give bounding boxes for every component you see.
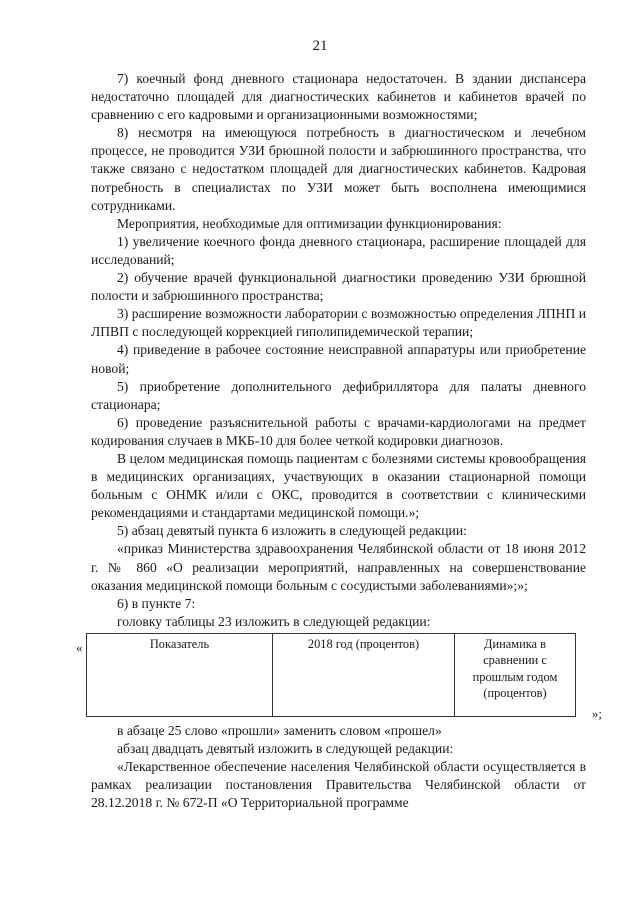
measure-item-1: 1) увеличение коечного фонда дневного стационара, расширение площадей для исследований;	[91, 233, 586, 267]
table-23-header	[86, 633, 576, 717]
table-header-row	[87, 633, 576, 716]
paragraph-word-replace: в абзаце 25 слово «прошли» заменить словом «прошел»	[117, 722, 442, 738]
paragraph-measures-heading: Мероприятия, необходимые для оптимизации функционирования:	[117, 215, 502, 231]
measure-item-3: 3) расширение возможности лаборатории с возможностью определения ЛПНП и ЛПВП с последующей коррекцией гиполипидемической терапии;	[91, 306, 586, 340]
table-header-indicator: Показатель	[87, 633, 273, 716]
paragraph-29-instruction: абзац двадцать девятый изложить в следующей редакции:	[117, 741, 454, 756]
page-number: 21	[312, 38, 328, 54]
document-body	[76, 70, 602, 812]
measure-item-2: 2) обучение врачей функциональной диагностики проведению УЗИ брюшной полости и забрюшинного пространства;	[91, 270, 586, 304]
table-open-quote: «	[76, 639, 83, 655]
measure-item-6: 6) проведение разъяснительной работы с врачами-кардиологами на предмет кодирования случаев в МКБ-10 для более четкой кодировки диагнозов.	[91, 414, 586, 448]
measure-item-4: 4) приведение в рабочее состояние неисправной аппаратуры или приобретение новой;	[91, 342, 586, 376]
paragraph-item-8: 8) несмотря на имеющуюся потребность в диагностическом и лечебном процессе, не проводится УЗИ брюшной полости и забрюшинного пространства, что также связано с недостатком площадей для диагностических кабинетов. Кадровая потребность в специалистах по УЗИ может быть восполнена имеющимися сотрудниками.	[91, 125, 586, 213]
table-close-mark: »;	[591, 705, 602, 721]
table-23-header-block	[76, 633, 602, 721]
amendment-item-6: 6) в пункте 7:	[117, 595, 196, 611]
paragraph-summary: В целом медицинская помощь пациентам с болезнями системы кровообращения в медицинских организациях, участвующих в оказании стационарной помощи больным с ОНМК и/или с ОКС, проводится в соответствии с клиническими рекомендациями и стандартами медицинской помощи.»;	[91, 450, 586, 521]
table-header-2018: 2018 год (процентов)	[273, 633, 455, 716]
quoted-order-text: «приказ Министерства здравоохранения Челябинской области от 18 июня 2012 г. № 860 «О реализации мероприятий, направленных на совершенствование оказания медицинской помощи больным с сосудистыми заболеваниями»;»;	[91, 541, 586, 593]
amendment-item-5: 5) абзац девятый пункта 6 изложить в следующей редакции:	[117, 523, 467, 539]
quoted-drug-provision-text: «Лекарственное обеспечение населения Челябинской области осуществляется в рамках реализации постановления Правительства Челябинской области от 28.12.2018 г. № 672-П «О Территориальной программе	[91, 759, 586, 811]
paragraph-item-7: 7) коечный фонд дневного стационара недостаточен. В здании диспансера недостаточно площадей для диагностических кабинетов и кабинетов врачей по сравнению с его кадровыми и организационными возможностями;	[91, 71, 586, 123]
measure-item-5: 5) приобретение дополнительного дефибриллятора для палаты дневного стационара;	[91, 378, 586, 412]
table-instruction: головку таблицы 23 изложить в следующей редакции:	[117, 613, 431, 629]
table-header-dynamics: Динамика в сравнении с прошлым годом (процентов)	[455, 633, 576, 716]
